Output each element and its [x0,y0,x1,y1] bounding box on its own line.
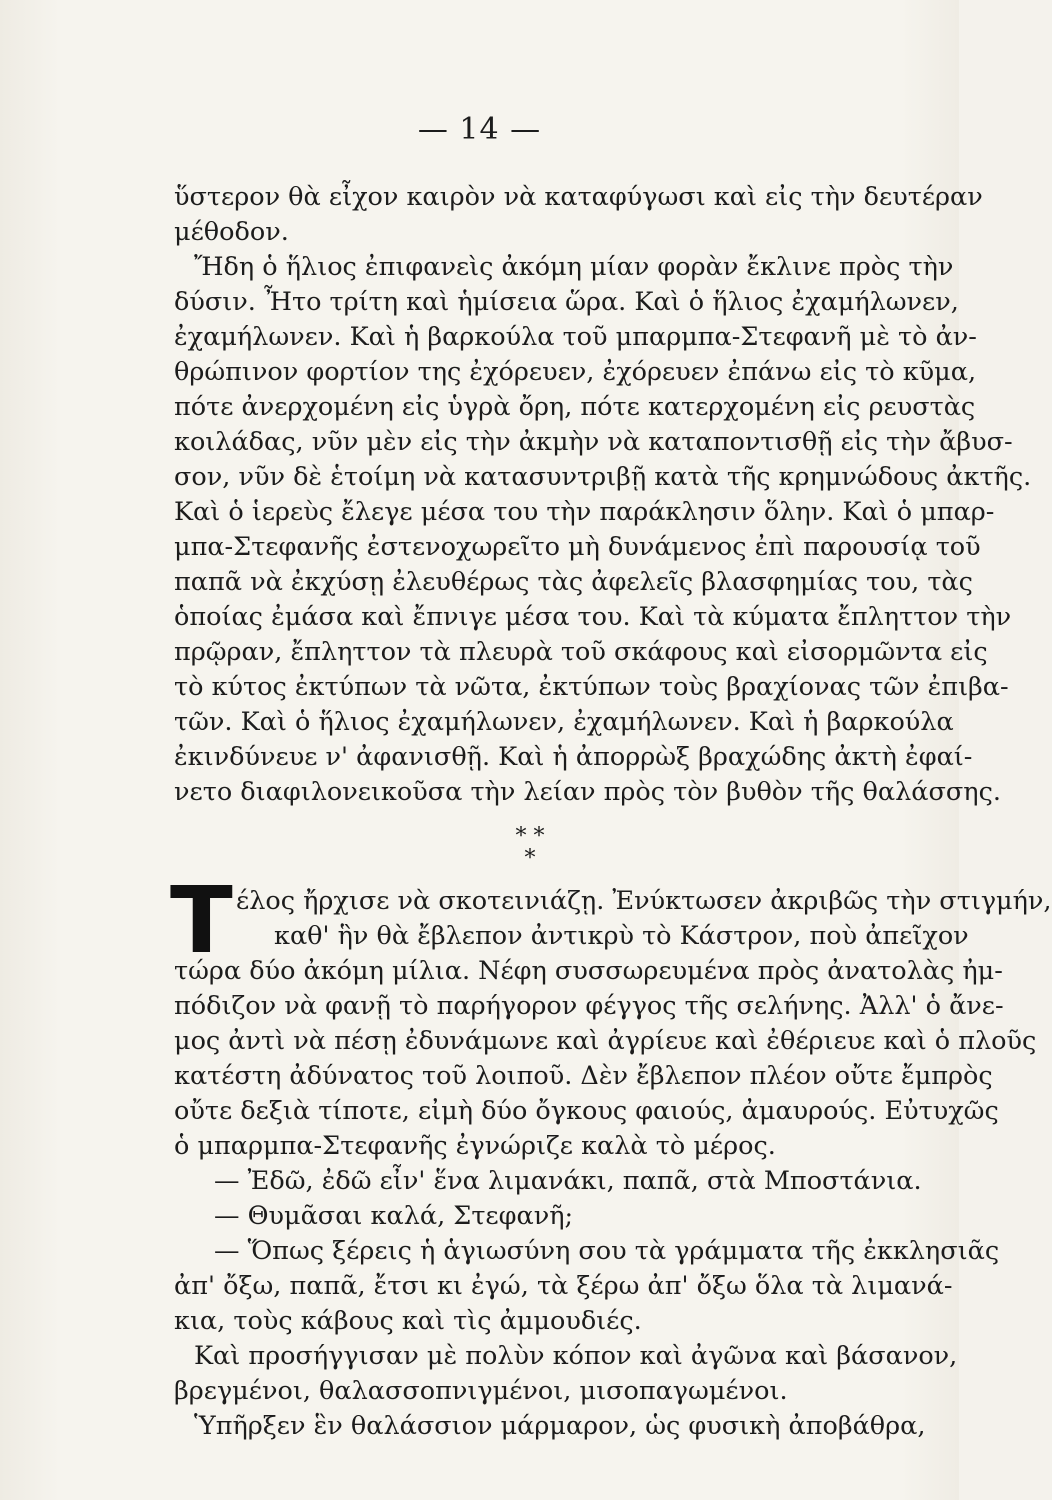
text-line: θρώπινον φορτίον της ἐχόρευεν, ἐχόρευεν ἐπάνω εἰς τὸ κῦμα, [174,357,977,387]
paragraph [174,1339,958,1409]
text-line: μπα-Στεφανῆς ἐστενοχωρεῖτο μὴ δυνάμενος ἐπὶ παρουσίᾳ τοῦ [174,532,981,562]
dialogue [174,1164,922,1234]
paragraph-with-drop-cap [170,867,1052,1164]
text-line: κια, τοὺς κάβους καὶ τὶς ἀμμουδιές. [174,1306,642,1336]
section-separator [174,814,886,884]
text-line: ὁποίας ἐμάσα καὶ ἔπνιγε μέσα του. Καὶ τὰ κύματα ἔπληττον τὴν [174,602,1012,632]
text-line: μέθοδον. [174,217,289,247]
dialogue-line: — Θυμᾶσαι καλά, Στεφανῆ; [214,1201,574,1231]
text-line: ἀπ' ὄξω, παπᾶ, ἔτσι κι ἐγώ, τὰ ξέρω ἀπ' ὄξω ὅλα τὰ λιμανά- [174,1271,953,1301]
text-line: τῶν. Καὶ ὁ ἥλιος ἐχαμήλωνεν, ἐχαμήλωνεν. Καὶ ἡ βαρκούλα [174,707,954,737]
text-line: τώρα δύο ἀκόμη μίλια. Νέφη συσσωρευμένα πρὸς ἀνατολὰς ἠμ- [174,956,1003,986]
text-line: Ἤδη ὁ ἥλιος ἐπιφανεὶς ἀκόμη μίαν φορὰν ἔκλινε πρὸς τὴν [194,252,954,282]
text-line: ὕστερον θὰ εἶχον καιρὸν νὰ καταφύγωσι καὶ εἰς τὴν δευτέραν [174,182,983,212]
text-line: ὁ μπαρμπα-Στεφανῆς ἐγνώριζε καλὰ τὸ μέρος. [174,1131,776,1161]
text-line: ἐχαμήλωνεν. Καὶ ἡ βαρκούλα τοῦ μπαρμπα-Στεφανῆ μὲ τὸ ἀν- [174,322,977,352]
text-line: κατέστη ἀδύνατος τοῦ λοιποῦ. Δὲν ἔβλεπον πλέον οὔτε ἔμπρὸς [174,1061,993,1091]
text-line: Καὶ προσήγγισαν μὲ πολὺν κόπον καὶ ἀγῶνα καὶ βάσανον, [194,1341,958,1371]
drop-cap: Τ [170,867,233,974]
dialogue-line: — Ἐδῶ, ἐδῶ εἶν' ἕνα λιμανάκι, παπᾶ, στὰ Μποστάνια. [214,1166,922,1196]
text-line: Καὶ ὁ ἱερεὺς ἔλεγε μέσα του τὴν παράκλησιν ὅλην. Καὶ ὁ μπαρ- [174,497,995,527]
dialogue-line: — Ὅπως ξέρεις ἡ ἁγιωσύνη σου τὰ γράμματα τῆς ἐκκλησιᾶς [214,1236,1000,1266]
paragraph [174,180,983,250]
text-line: πότε ἀνερχομένη εἰς ὑγρὰ ὄρη, πότε κατερχομένη εἰς ρευστὰς [174,392,976,422]
text-line: τὸ κύτος ἐκτύπων τὰ νῶτα, ἐκτύπων τοὺς βραχίονας τῶν ἐπιβα- [174,672,1009,702]
text-line: νετο διαφιλονεικοῦσα τὴν λείαν πρὸς τὸν βυθὸν τῆς θαλάσσης. [174,777,1001,807]
text-line: βρεγμένοι, θαλασσοπνιγμένοι, μισοπαγωμένοι. [174,1376,788,1406]
text-line: κοιλάδας, νῦν μὲν εἰς τὴν ἀκμὴν νὰ καταποντισθῇ εἰς τὴν ἄβυσ- [174,427,1013,457]
text-line: πρῷραν, ἔπληττον τὰ πλευρὰ τοῦ σκάφους καὶ εἰσορμῶντα εἰς [174,637,988,667]
text-line: οὔτε δεξιὰ τίποτε, εἰμὴ δύο ὄγκους φαιούς, ἀμαυρούς. Εὐτυχῶς [174,1096,999,1126]
paragraph [174,250,1032,810]
separator-stars-bottom: * [524,846,536,871]
separator-stars-top: * * [515,824,545,849]
text-line: μος ἀντὶ νὰ πέσῃ ἐδυνάμωνε καὶ ἀγρίευε καὶ ἐθέριευε καὶ ὁ πλοῦς [174,1026,1037,1056]
paragraph [174,1409,926,1444]
page-number: — 14 — [417,112,542,147]
paragraph [174,1234,1000,1339]
body-text [170,180,1052,1444]
text-line: δύσιν. Ἦτο τρίτη καὶ ἡμίσεια ὥρα. Καὶ ὁ ἥλιος ἐχαμήλωνεν, [174,287,959,317]
text-line: έλος ἤρχισε νὰ σκοτεινιάζῃ. Ἐνύκτωσεν ἀκριβῶς τὴν στιγμήν, [236,886,1052,916]
text-line: σον, νῦν δὲ ἑτοίμη νὰ κατασυντριβῇ κατὰ τῆς κρημνώδους ἀκτῆς. [174,462,1032,492]
text-line: ἐκινδύνευε ν' ἀφανισθῇ. Καὶ ἡ ἀπορρὼξ βραχώδης ἀκτὴ ἐφαί- [174,742,973,772]
text-line: παπᾶ νὰ ἐκχύσῃ ἐλευθέρως τὰς ἀφελεῖς βλασφημίας του, τὰς [174,567,973,597]
text-line: Ὑπῆρξεν ἓν θαλάσσιον μάρμαρον, ὡς φυσικὴ ἀποβάθρα, [194,1411,926,1441]
text-line: καθ' ἣν θὰ ἔβλεπον ἀντικρὺ τὸ Κάστρον, ποὺ ἀπεῖχον [274,921,969,951]
text-line: πόδιζον νὰ φανῇ τὸ παρήγορον φέγγος τῆς σελήνης. Ἀλλ' ὁ ἄνε- [174,991,1004,1021]
